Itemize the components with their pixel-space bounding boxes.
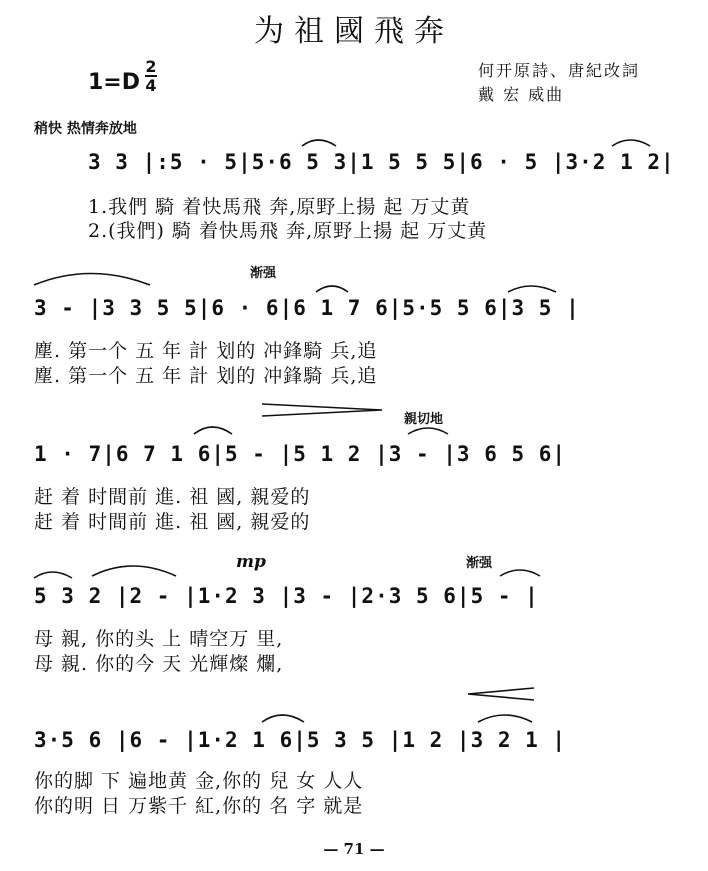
slur-mark — [500, 570, 540, 576]
lyric-line-1-verse-1: 1.我們 騎 着快馬飛 奔,原野上揚 起 万丈黄 — [88, 196, 471, 218]
lyric-line-3-verse-2: 赶 着 时間前 進. 祖 國, 親爱的 — [34, 511, 311, 533]
slur-mark — [316, 286, 348, 292]
lyric-line-5-verse-1: 你的脚 下 遍地黄 金,你的 兒 女 人人 — [34, 770, 364, 792]
slur-mark — [478, 715, 532, 722]
time-signature-top: 2 — [145, 57, 157, 76]
slur-mark — [262, 715, 304, 722]
diminuendo-hairpin — [262, 404, 382, 416]
dynamic-mark: mp — [236, 552, 266, 572]
notation-line-5: 3·5 6 |6 - |1·2 1 6|5 3 5 |1 2 |3 2 1 | — [34, 728, 567, 752]
key-signature: 1=D — [88, 70, 141, 95]
expression-mark: 親切地 — [404, 412, 444, 427]
page-number: — 71 — — [323, 840, 385, 858]
time-signature-bottom: 4 — [145, 76, 157, 95]
crescendo-hairpin — [468, 688, 534, 700]
lyricist-credit: 何开原詩、唐紀改詞 — [478, 61, 641, 80]
lyric-line-4-verse-2: 母 親. 你的今 天 光輝燦 爛, — [34, 653, 284, 675]
lyric-line-3-verse-1: 赶 着 时間前 進. 祖 國, 親爱的 — [34, 486, 311, 508]
song-title: 为祖國飛奔 — [254, 14, 454, 49]
tie-mark — [92, 566, 176, 576]
tempo-marking: 稍快 热情奔放地 — [34, 121, 137, 137]
slur-mark — [612, 140, 650, 146]
notation-line-1: 3 3 |:5 · 5|5·6 5 3|1 5 5 5|6 · 5 |3·2 1 2| — [88, 150, 675, 174]
lyric-line-2-verse-2: 塵. 第一个 五 年 計 划的 冲鋒騎 兵,追 — [34, 365, 378, 387]
notation-line-2: 3 - |3 3 5 5|6 · 6|6 1 7 6|5·5 5 6|3 5 | — [34, 296, 580, 320]
slur-mark — [508, 286, 556, 292]
lyric-line-1-verse-2: 2.(我們) 騎 着快馬飛 奔,原野上揚 起 万丈黄 — [88, 220, 488, 242]
crescendo-mark: 渐强 — [466, 556, 493, 571]
slur-mark — [408, 428, 448, 434]
lyric-line-5-verse-2: 你的明 日 万紫千 紅,你的 名 字 就是 — [34, 795, 364, 817]
notation-line-4: 5 3 2 |2 - |1·2 3 |3 - |2·3 5 6|5 - | — [34, 584, 539, 608]
crescendo-mark: 渐强 — [250, 266, 277, 281]
slur-mark — [194, 427, 232, 434]
tie-mark — [34, 274, 150, 286]
slur-mark — [302, 140, 336, 146]
slur-mark — [34, 572, 72, 578]
composer-credit: 戴 宏 威曲 — [478, 85, 565, 104]
lyric-line-4-verse-1: 母 親, 你的头 上 晴空万 里, — [34, 628, 284, 650]
lyric-line-2-verse-1: 塵. 第一个 五 年 計 划的 冲鋒騎 兵,追 — [34, 340, 378, 362]
notation-line-3: 1 · 7|6 7 1 6|5 - |5 1 2 |3 - |3 6 5 6| — [34, 442, 567, 466]
